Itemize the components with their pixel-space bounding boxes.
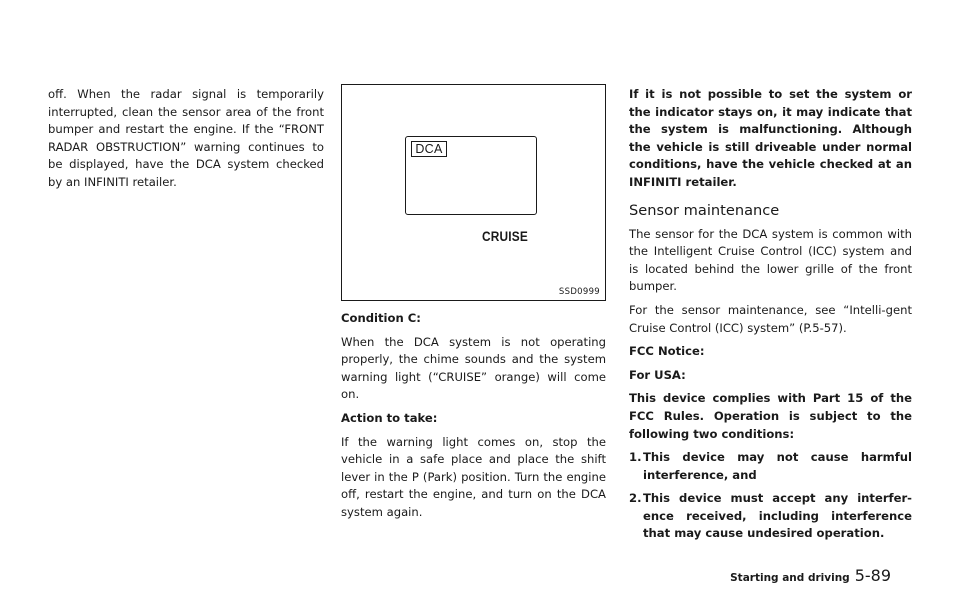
fcc-compliance-text: This device complies with Part 15 of the FCC Rules. Operation is subject to the following two conditions: xyxy=(629,391,912,441)
footer-section-name: Starting and driving xyxy=(730,572,850,584)
condition-text: When the DCA system is not operating properly, the chime sounds and the system warning light (“CRUISE” orange) will come on. xyxy=(341,334,606,402)
paragraph-radar-interrupted: off. When the radar signal is temporarily interrupted, clean the sensor area of the front bumper and restart the engine. If the “FRONT RADAR OBSTRUCTION” warning continues to be displayed, have the DCA system checked by an INFINITI retailer. xyxy=(48,87,324,189)
cruise-indicator-label: CRUISE xyxy=(482,229,528,244)
list-item xyxy=(629,490,912,543)
list-item-number: 1. xyxy=(629,450,642,465)
left-column xyxy=(48,86,324,198)
sensor-paragraph-1: The sensor for the DCA system is common with the Intelligent Cruise Control (ICC) system and is located behind the lower grille of the front bumper. xyxy=(629,226,912,294)
display-screen-illustration xyxy=(405,136,537,215)
dca-indicator-label: DCA xyxy=(411,141,447,157)
cruise-indicator-figure xyxy=(341,84,606,301)
condition-heading: Condition C: xyxy=(341,311,421,325)
figure-code: SSD0999 xyxy=(558,287,600,297)
list-item-text: This device may not cause harmful interference, and xyxy=(643,450,912,482)
list-item-text: This device must accept any interfer-ence received, including interference that may cause undesired operation. xyxy=(643,491,912,541)
action-heading: Action to take: xyxy=(341,410,438,425)
malfunction-paragraph: If it is not possible to set the system or the indicator stays on, it may indicate that the system is malfunctioning. Although the vehicle is still driveable under normal conditions, have the vehicle checked at an INFINITI retailer. xyxy=(629,87,912,189)
list-item xyxy=(629,449,912,484)
sensor-paragraph-2: For the sensor maintenance, see “Intelli-gent Cruise Control (ICC) system” (P.5-57). xyxy=(629,302,912,335)
for-usa-heading: For USA: xyxy=(629,367,686,382)
page-footer xyxy=(730,566,891,585)
fcc-notice-heading: FCC Notice: xyxy=(629,344,705,359)
right-column xyxy=(629,86,912,549)
section-title-sensor-maintenance: Sensor maintenance xyxy=(629,201,780,219)
list-item-number: 2. xyxy=(629,491,642,506)
action-text: If the warning light comes on, stop the vehicle in a safe place and place the shift lever in the P (Park) position. Turn the engine off, restart the engine, and turn on the DCA system again. xyxy=(341,434,606,519)
page-number: 5-89 xyxy=(854,566,891,585)
